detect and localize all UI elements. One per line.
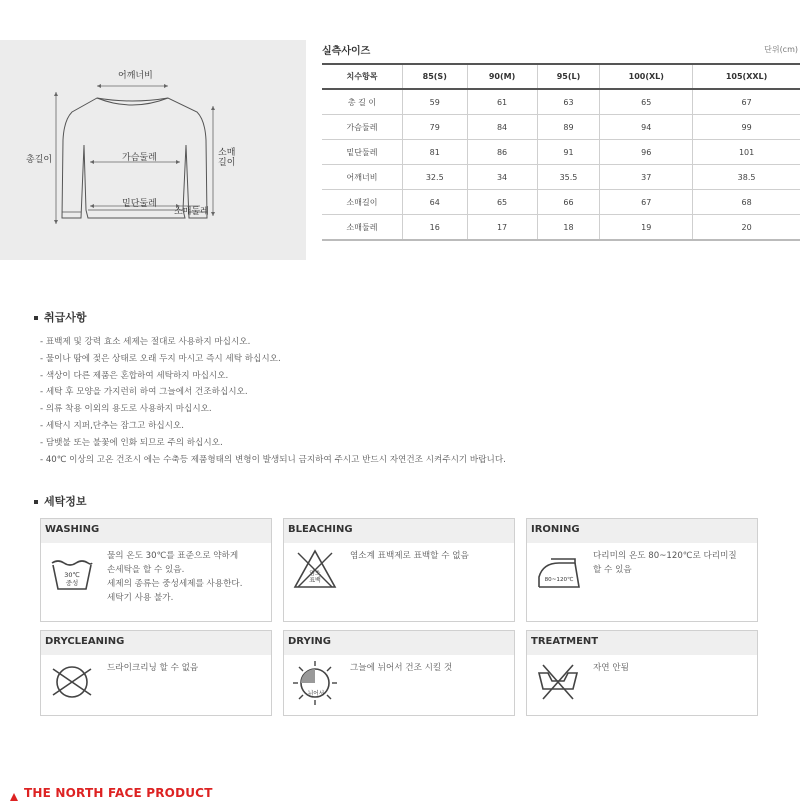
size-table-header-row: [322, 64, 800, 89]
care-item: - 세탁 후 모양을 가지런히 하여 그늘에서 건조하십시오.: [40, 387, 248, 398]
card-description: [350, 661, 510, 675]
shoulder-label: 어깨너비: [118, 71, 153, 81]
measure-name-cell: 총 길 이: [322, 89, 403, 115]
header-cell: 105(XXL): [693, 64, 800, 89]
chest-label: 가슴둘레: [122, 153, 157, 163]
card-description-line: 세제의 종류는 중성세제를 사용한다.: [107, 579, 243, 589]
measure-value-cell: 63: [537, 89, 600, 115]
measure-value-cell: 65: [467, 190, 537, 215]
size-unit-label: 단위(cm): [764, 45, 798, 54]
bullet-icon: [34, 500, 38, 504]
care-item: - 표백제 및 강력 효소 세제는 절대로 사용하지 마십시오.: [40, 337, 251, 347]
size-table-row: [322, 140, 800, 165]
svg-text:뉘어서: 뉘어서: [307, 691, 325, 697]
measure-value-cell: 84: [467, 115, 537, 140]
wash-card-drying: [283, 630, 515, 716]
care-item: - 색상이 다른 제품은 혼합하여 세탁하지 마십시오.: [40, 370, 229, 381]
card-title: BLEACHING: [284, 519, 514, 543]
card-title: IRONING: [527, 519, 757, 543]
measure-value-cell: 19: [600, 215, 693, 241]
card-description: [107, 549, 267, 605]
header-cell: 90(M): [467, 64, 537, 89]
measure-value-cell: 99: [693, 115, 800, 140]
card-description-line: 다리미의 온도 80~120℃로 다리미질: [593, 551, 737, 561]
wash-section-title: [34, 493, 87, 509]
measure-name-cell: 소매길이: [322, 190, 403, 215]
measure-value-cell: 59: [403, 89, 468, 115]
wash-card-bleaching: [283, 518, 515, 622]
header-cell: 100(XL): [600, 64, 693, 89]
care-item: - 의류 착용 이외의 용도로 사용하지 마십시오.: [40, 404, 212, 415]
measure-value-cell: 61: [467, 89, 537, 115]
size-table-row: [322, 165, 800, 190]
no-press-icon: [535, 659, 581, 705]
measure-name-cell: 어깨너비: [322, 165, 403, 190]
measure-value-cell: 94: [600, 115, 693, 140]
care-section-title: [34, 309, 87, 325]
measure-value-cell: 38.5: [693, 165, 800, 190]
measure-value-cell: 64: [403, 190, 468, 215]
measure-value-cell: 89: [537, 115, 600, 140]
measure-value-cell: 67: [693, 89, 800, 115]
total-length-label: 총길이: [26, 155, 53, 165]
measure-value-cell: 68: [693, 190, 800, 215]
card-description-line: 드라이크리닝 할 수 없음: [107, 663, 199, 673]
card-description: [593, 549, 753, 577]
measure-name-cell: 소매둘레: [322, 215, 403, 241]
measure-value-cell: 91: [537, 140, 600, 165]
measure-value-cell: 20: [693, 215, 800, 241]
card-title: WASHING: [41, 519, 271, 543]
measure-value-cell: 34: [467, 165, 537, 190]
measure-value-cell: 67: [600, 190, 693, 215]
washing-30c-icon: [49, 547, 95, 593]
care-instructions-list: [40, 334, 506, 468]
measure-value-cell: 66: [537, 190, 600, 215]
care-item: - 세탁시 지퍼,단추는 잠그고 하십시오.: [40, 420, 185, 431]
measure-value-cell: 86: [467, 140, 537, 165]
card-description-line: 손세탁을 할 수 있음.: [107, 565, 185, 575]
svg-text:중성: 중성: [65, 579, 79, 587]
care-item: - 물이나 땀에 젖은 상태로 오래 두지 마시고 즉시 세탁 하십시오.: [40, 353, 281, 364]
card-description: [107, 661, 267, 675]
card-description-line: 물의 온도 30℃를 표준으로 약하게: [107, 551, 239, 561]
wash-title-text: 세탁정보: [44, 495, 87, 508]
measure-value-cell: 18: [537, 215, 600, 241]
size-table-row: [322, 89, 800, 115]
card-description-line: 할 수 있음: [593, 565, 632, 575]
wash-card-treatment: [526, 630, 758, 716]
card-description: [593, 661, 753, 675]
card-description: [350, 549, 510, 563]
size-table: [322, 63, 800, 241]
brand-footer-text: THE NORTH FACE PRODUCT: [24, 786, 213, 800]
card-title: DRYING: [284, 631, 514, 655]
card-description-line: 자연 안됨: [593, 663, 629, 673]
svg-text:표백: 표백: [309, 577, 321, 584]
size-table-title: 실측사이즈: [322, 46, 371, 57]
size-table-row: [322, 215, 800, 241]
size-table-row: [322, 190, 800, 215]
svg-text:30℃: 30℃: [64, 571, 80, 579]
measure-value-cell: 37: [600, 165, 693, 190]
wash-card-drycleaning: [40, 630, 272, 716]
header-cell: 치수항목: [322, 64, 403, 89]
no-dryclean-icon: [49, 659, 95, 705]
card-description-line: 세탁기 사용 불가.: [107, 593, 174, 603]
brand-logo-icon: [10, 790, 18, 798]
garment-measurement-diagram: [0, 40, 306, 260]
svg-text:염소: 염소: [309, 570, 321, 577]
measure-value-cell: 16: [403, 215, 468, 241]
measure-name-cell: 가슴둘레: [322, 115, 403, 140]
measure-value-cell: 35.5: [537, 165, 600, 190]
measure-value-cell: 81: [403, 140, 468, 165]
hem-label: 밑단둘레: [122, 199, 157, 209]
sleeve-cuff-label: 소매둘레: [174, 207, 209, 217]
no-bleach-icon: [292, 547, 338, 593]
shade-dry-icon: [292, 659, 338, 705]
bullet-icon: [34, 316, 38, 320]
care-item: - 담뱃불 또는 불꽃에 인화 되므로 주의 하십시오.: [40, 437, 223, 448]
measure-name-cell: 밑단둘레: [322, 140, 403, 165]
card-description-line: 그늘에 뉘어서 건조 시킬 것: [350, 663, 453, 673]
care-item: - 40℃ 이상의 고온 건조시 에는 수축등 제품형태의 변형이 발생되니 금지하여 주시고 반드시 자연건조 시켜주시기 바랍니다.: [40, 454, 506, 465]
measure-value-cell: 17: [467, 215, 537, 241]
care-title-text: 취급사항: [44, 311, 87, 324]
measure-value-cell: 79: [403, 115, 468, 140]
card-title: DRYCLEANING: [41, 631, 271, 655]
card-description-line: 염소계 표백제로 표백할 수 없음: [350, 551, 469, 561]
header-cell: 85(S): [403, 64, 468, 89]
iron-icon: [535, 547, 581, 593]
card-title: TREATMENT: [527, 631, 757, 655]
wash-card-washing: [40, 518, 272, 622]
measure-value-cell: 101: [693, 140, 800, 165]
brand-footer: [10, 786, 213, 800]
measure-value-cell: 96: [600, 140, 693, 165]
svg-text:80~120℃: 80~120℃: [544, 577, 574, 583]
header-cell: 95(L): [537, 64, 600, 89]
measure-value-cell: 65: [600, 89, 693, 115]
sleeve-length-label: 소매 길이: [218, 148, 236, 168]
wash-card-ironing: [526, 518, 758, 622]
size-table-row: [322, 115, 800, 140]
measure-value-cell: 32.5: [403, 165, 468, 190]
